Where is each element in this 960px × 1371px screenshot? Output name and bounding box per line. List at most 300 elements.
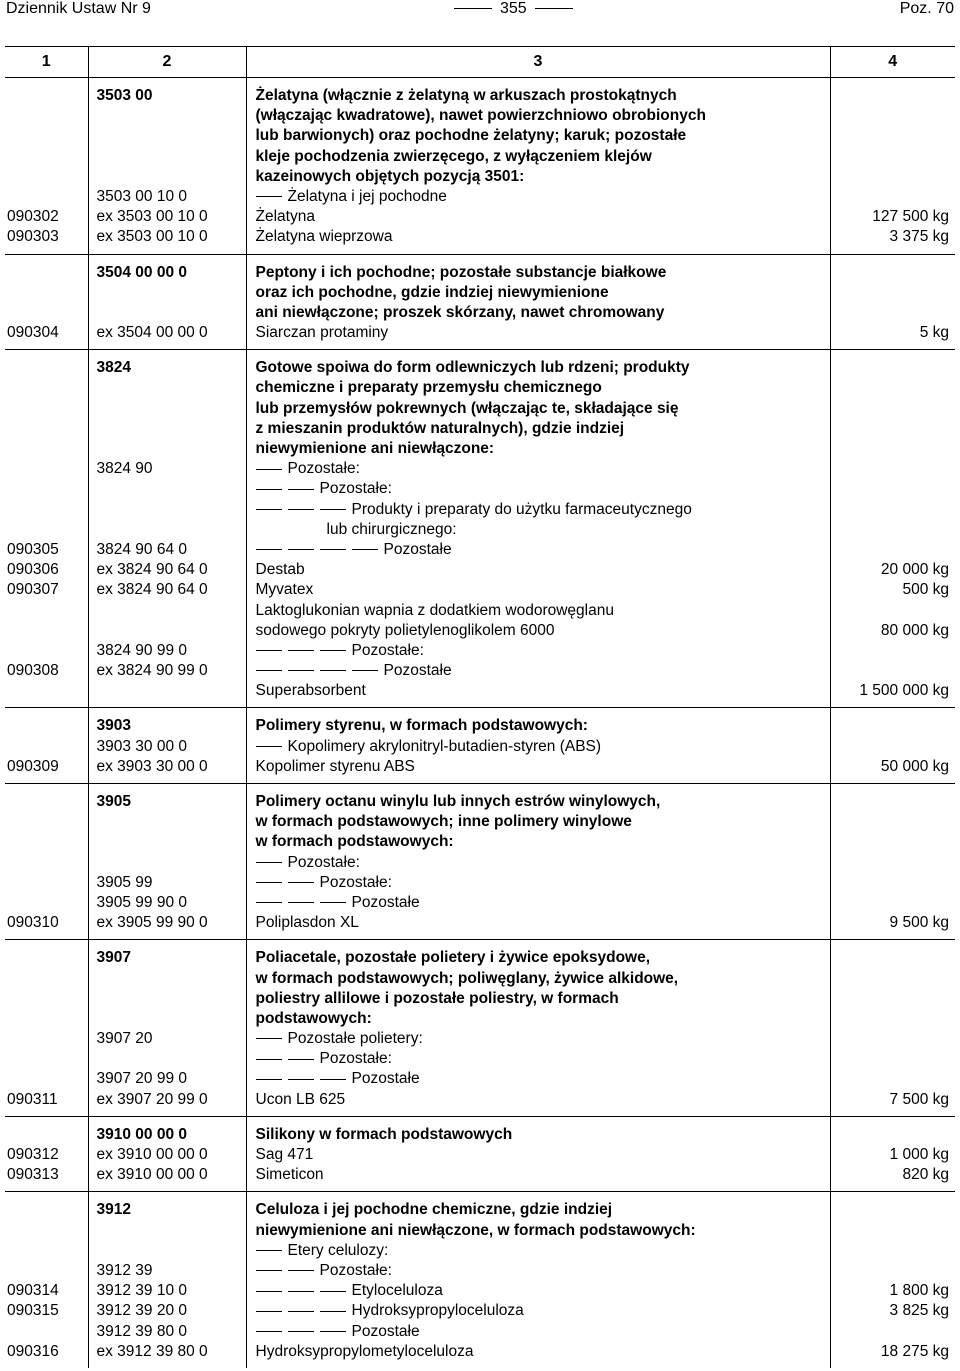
cn-code: 3912 39 10 0 — [96, 1282, 188, 1300]
cn-code: 3824 90 64 0 — [96, 540, 188, 558]
cn-code — [89, 520, 246, 540]
cn-code: ex 3912 39 80 0 — [96, 1342, 208, 1360]
indent-dash — [320, 902, 346, 903]
description-line — [247, 913, 830, 933]
description-text: niewymienione ani niewłączone, w formach podstawowych: — [255, 1221, 696, 1239]
quantity-column — [830, 254, 955, 350]
description-line — [247, 167, 830, 187]
item-code — [5, 1261, 88, 1281]
quantity-value — [831, 1241, 956, 1261]
description-text: Żelatyna (włącznie z żelatyną w arkuszach prostokątnych — [255, 87, 677, 104]
quantity-value — [831, 1069, 956, 1089]
description-text: Pozostałe — [351, 893, 420, 911]
item-code — [5, 1241, 88, 1261]
item-code — [5, 893, 88, 913]
item-code — [5, 1322, 88, 1342]
quantity-value — [831, 378, 956, 398]
quantity-value — [831, 832, 956, 852]
cn-code: ex 3824 90 64 0 — [96, 581, 208, 599]
indent-dash — [320, 549, 346, 550]
indent-dash — [256, 469, 282, 470]
description-line — [247, 263, 830, 283]
cn-code: 3905 — [96, 793, 131, 810]
description-line — [247, 1049, 830, 1069]
description-text: Kopolimer styrenu ABS — [255, 757, 415, 775]
indent-dash — [256, 1250, 282, 1251]
description-text: Sag 471 — [255, 1146, 314, 1163]
cn-code: 3824 90 99 0 — [96, 641, 188, 659]
description-line — [247, 520, 830, 540]
quantity-value: 3 825 kg — [889, 1302, 949, 1320]
description-text: Pozostałe: — [287, 853, 360, 871]
cn-code — [89, 399, 246, 419]
quantity-value — [831, 1125, 956, 1145]
description-text: w formach podstawowych; inne polimery winylowe — [255, 813, 632, 831]
column-header-3: 3 — [246, 47, 830, 78]
item-code: 090314 — [7, 1282, 59, 1300]
indent-dash — [352, 670, 378, 671]
indent-dash — [288, 670, 314, 671]
description-line — [247, 1301, 830, 1321]
indent-dash — [256, 509, 282, 510]
indent-dash — [256, 1038, 282, 1039]
cn-code: 3912 39 80 0 — [96, 1322, 188, 1340]
cn-code: ex 3905 99 90 0 — [96, 914, 208, 932]
quantity-value: 80 000 kg — [880, 621, 949, 639]
description-line — [247, 459, 830, 479]
quantity-value — [831, 601, 956, 621]
item-code — [5, 621, 88, 641]
item-code — [5, 641, 88, 661]
description-column — [246, 78, 830, 255]
table-row — [5, 254, 955, 350]
item-code — [5, 263, 88, 283]
description-line — [247, 989, 830, 1009]
cn-code: 3912 39 — [96, 1261, 153, 1279]
description-line — [247, 661, 830, 681]
cn-code: ex 3910 00 00 0 — [96, 1166, 208, 1184]
description-line — [247, 560, 830, 580]
cn-code-column — [88, 784, 246, 940]
item-code — [5, 853, 88, 873]
item-code: 090303 — [7, 228, 59, 246]
code-column — [5, 1192, 88, 1368]
description-line — [247, 1241, 830, 1261]
table-row — [5, 1192, 955, 1368]
cn-code: 3907 20 — [96, 1030, 153, 1048]
item-code: 090315 — [7, 1302, 59, 1320]
cn-code: 3912 39 20 0 — [96, 1302, 188, 1320]
quantity-value: 1 000 kg — [889, 1146, 949, 1163]
quantity-value — [831, 263, 956, 283]
journal-title: Dziennik Ustaw Nr 9 — [6, 0, 151, 17]
code-column — [5, 784, 88, 940]
quantity-value — [831, 147, 956, 167]
description-text: Żelatyna — [255, 208, 315, 226]
description-line — [247, 1261, 830, 1281]
indent-dash — [288, 1291, 314, 1292]
indent-dash — [256, 882, 282, 883]
description-line — [247, 792, 830, 812]
description-text: lub barwionych) oraz pochodne żelatyny; karuk; pozostałe — [255, 127, 687, 145]
description-line — [247, 1029, 830, 1049]
quantity-column — [830, 78, 955, 255]
quantity-value — [831, 187, 956, 207]
description-text: Gotowe spoiwa do form odlewniczych lub rdzeni; produkty — [255, 359, 690, 377]
item-code — [5, 1029, 88, 1049]
page-number: 355 — [446, 0, 581, 18]
cn-code — [89, 1221, 246, 1241]
cn-code: 3824 90 — [96, 460, 153, 478]
description-line — [247, 893, 830, 913]
description-text: Etyloceluloza — [351, 1282, 443, 1300]
indent-dash — [320, 670, 346, 671]
cn-code — [89, 989, 246, 1009]
indent-dash — [256, 1270, 282, 1271]
cn-code — [89, 106, 246, 126]
item-code: 090311 — [7, 1090, 58, 1108]
description-text: Pozostałe: — [319, 1261, 392, 1279]
description-column — [246, 784, 830, 940]
quantity-value — [831, 500, 956, 520]
cn-code: ex 3907 20 99 0 — [96, 1090, 208, 1108]
quantity-value: 18 275 kg — [880, 1342, 949, 1360]
description-text: Myvatex — [255, 581, 314, 599]
quantity-value — [831, 989, 956, 1009]
quantity-value — [831, 1261, 956, 1281]
item-code — [5, 283, 88, 303]
quantity-value: 7 500 kg — [889, 1090, 949, 1108]
cn-code: ex 3824 90 64 0 — [96, 561, 208, 579]
indent-dash — [256, 549, 282, 550]
quantity-value: 20 000 kg — [880, 561, 949, 579]
cn-code — [89, 500, 246, 520]
description-text: oraz ich pochodne, gdzie indziej niewymienione — [255, 283, 609, 301]
cn-code — [89, 681, 246, 701]
description-column — [246, 708, 830, 784]
description-text: Siarczan protaminy — [255, 324, 389, 342]
indent-dash — [256, 650, 282, 651]
quantity-value — [831, 812, 956, 832]
item-code: 090307 — [7, 581, 59, 599]
cn-code: 3905 99 90 0 — [96, 893, 188, 911]
cn-code — [89, 601, 246, 621]
description-text: Produkty i preparaty do użytku farmaceutycznego — [351, 500, 692, 518]
indent-dash — [256, 1291, 282, 1292]
quantity-value — [831, 167, 956, 187]
tariff-table — [5, 46, 955, 1368]
quantity-value — [831, 303, 956, 323]
cn-code: ex 3504 00 00 0 — [96, 324, 208, 342]
table-row — [5, 940, 955, 1117]
item-code — [5, 500, 88, 520]
item-code — [5, 1049, 88, 1069]
item-code — [5, 303, 88, 323]
description-line — [247, 641, 830, 661]
code-column — [5, 350, 88, 708]
item-code: 090313 — [7, 1166, 59, 1184]
quantity-value — [831, 283, 956, 303]
item-code: 090302 — [7, 208, 59, 226]
quantity-value — [831, 126, 956, 146]
cn-code: 3910 00 00 0 — [96, 1125, 188, 1143]
description-column — [246, 940, 830, 1117]
description-line — [247, 737, 830, 757]
cn-code: 3907 — [96, 949, 131, 967]
description-text: Pozostałe: — [319, 480, 392, 498]
cn-code: 3912 — [96, 1201, 131, 1219]
description-column — [246, 254, 830, 350]
description-text: Poliacetale, pozostałe polietery i żywice epoksydowe, — [255, 949, 651, 967]
page-header — [6, 0, 954, 22]
cn-code — [89, 1049, 246, 1069]
item-code: 090310 — [7, 914, 59, 932]
table-row — [5, 350, 955, 708]
cn-code-column — [88, 1116, 246, 1192]
item-code — [5, 358, 88, 378]
item-code — [5, 187, 88, 207]
cn-code-column — [88, 254, 246, 350]
code-column — [5, 254, 88, 350]
description-line — [247, 323, 830, 343]
quantity-value — [831, 1029, 956, 1049]
column-header-row — [5, 47, 955, 78]
item-code: 090312 — [7, 1146, 59, 1163]
item-code — [5, 147, 88, 167]
cn-code-column — [88, 940, 246, 1117]
description-line — [247, 207, 830, 227]
item-code — [5, 969, 88, 989]
item-code — [5, 737, 88, 757]
cn-code — [89, 812, 246, 832]
cn-code: ex 3503 00 10 0 — [96, 208, 208, 226]
description-line — [247, 1221, 830, 1241]
indent-dash — [256, 1059, 282, 1060]
quantity-value: 1 500 000 kg — [859, 682, 949, 700]
description-text: Pozostałe: — [351, 641, 424, 659]
item-code — [5, 716, 88, 736]
cn-code: ex 3503 00 10 0 — [96, 228, 208, 246]
cn-code — [89, 621, 246, 641]
description-line — [247, 1145, 830, 1165]
item-code — [5, 439, 88, 459]
description-text: Żelatyna wieprzowa — [255, 228, 393, 246]
indent-dash — [288, 902, 314, 903]
table-row — [5, 1116, 955, 1192]
quantity-value — [831, 86, 956, 106]
indent-dash — [288, 509, 314, 510]
description-line — [247, 580, 830, 600]
indent-dash — [256, 746, 282, 747]
quantity-value — [831, 1200, 956, 1220]
indent-dash — [288, 1079, 314, 1080]
cn-code: 3905 99 — [96, 873, 153, 891]
cn-code — [89, 439, 246, 459]
cn-code — [89, 1241, 246, 1261]
item-code: 090309 — [7, 757, 59, 775]
description-line — [247, 1009, 830, 1029]
item-code — [5, 948, 88, 968]
code-column — [5, 940, 88, 1117]
quantity-value: 3 375 kg — [889, 228, 949, 246]
item-code — [5, 792, 88, 812]
item-code — [5, 399, 88, 419]
indent-dash — [320, 1079, 346, 1080]
description-line — [247, 126, 830, 146]
description-column — [246, 1192, 830, 1368]
column-header-4: 4 — [830, 47, 955, 78]
description-line — [247, 832, 830, 852]
description-text: z mieszanin produktów naturalnych), gdzie indziej — [255, 419, 625, 437]
indent-dash — [288, 549, 314, 550]
description-text: Kopolimery akrylonitryl-butadien-styren (ABS) — [287, 737, 602, 755]
description-line — [247, 358, 830, 378]
description-line — [247, 147, 830, 167]
description-line — [247, 853, 830, 873]
quantity-value — [831, 661, 956, 681]
description-text: Simeticon — [255, 1166, 324, 1184]
description-text: Pozostałe: — [319, 873, 392, 891]
description-text: Silikony w formach podstawowych — [255, 1125, 513, 1143]
description-line — [247, 419, 830, 439]
description-line — [247, 1069, 830, 1089]
quantity-column — [830, 940, 955, 1117]
quantity-column — [830, 784, 955, 940]
quantity-value — [831, 439, 956, 459]
description-text: Pozostałe polietery: — [287, 1030, 423, 1048]
quantity-value — [831, 792, 956, 812]
quantity-value — [831, 1009, 956, 1029]
description-line — [247, 1165, 830, 1185]
position-number: Poz. 70 — [899, 0, 954, 17]
column-header-2: 2 — [88, 47, 246, 78]
description-line — [247, 378, 830, 398]
item-code — [5, 1125, 88, 1145]
cn-code — [89, 378, 246, 398]
indent-dash — [288, 882, 314, 883]
description-line — [247, 969, 830, 989]
item-code — [5, 419, 88, 439]
description-line — [247, 601, 830, 621]
indent-dash — [320, 1331, 346, 1332]
description-line — [247, 757, 830, 777]
cn-code — [89, 147, 246, 167]
item-code — [5, 86, 88, 106]
description-column — [246, 1116, 830, 1192]
quantity-value — [831, 716, 956, 736]
description-line — [247, 439, 830, 459]
indent-dash — [352, 549, 378, 550]
item-code — [5, 832, 88, 852]
quantity-value — [831, 479, 956, 499]
description-line — [247, 716, 830, 736]
description-text: (włączając kwadratowe), nawet powierzchniowo obrobionych — [255, 107, 706, 125]
indent-dash — [256, 196, 282, 197]
item-code: 090306 — [7, 561, 59, 579]
description-line — [247, 1090, 830, 1110]
cn-code — [89, 419, 246, 439]
description-text: Hydroksypropylometyloceluloza — [255, 1342, 474, 1360]
indent-dash — [256, 1311, 282, 1312]
cn-code: ex 3910 00 00 0 — [96, 1146, 208, 1163]
item-code: 090316 — [7, 1342, 59, 1360]
indent-dash — [288, 1331, 314, 1332]
quantity-value — [831, 893, 956, 913]
description-text: Destab — [255, 561, 305, 579]
description-line — [247, 948, 830, 968]
item-code — [5, 1009, 88, 1029]
cn-code — [89, 832, 246, 852]
cn-code-column — [88, 350, 246, 708]
description-line — [247, 681, 830, 701]
item-code — [5, 989, 88, 1009]
indent-dash — [256, 1079, 282, 1080]
column-header-1: 1 — [5, 47, 88, 78]
description-text: lub chirurgicznego: — [326, 520, 457, 538]
item-code — [5, 126, 88, 146]
quantity-value — [831, 106, 956, 126]
cn-code: ex 3903 30 00 0 — [96, 757, 208, 775]
item-code: 090308 — [7, 662, 59, 680]
quantity-value — [831, 948, 956, 968]
description-text: Żelatyna i jej pochodne — [287, 187, 447, 205]
cn-code — [89, 479, 246, 499]
quantity-value — [831, 419, 956, 439]
item-code — [5, 520, 88, 540]
cn-code — [89, 1009, 246, 1029]
indent-dash — [320, 509, 346, 510]
indent-dash — [256, 862, 282, 863]
item-code — [5, 167, 88, 187]
cn-code: 3907 20 99 0 — [96, 1070, 188, 1088]
quantity-value — [831, 1049, 956, 1069]
description-text: Pozostałe: — [319, 1050, 392, 1068]
indent-dash — [256, 489, 282, 490]
description-text: Peptony i ich pochodne; pozostałe substancje białkowe — [255, 263, 667, 281]
description-line — [247, 283, 830, 303]
description-text: w formach podstawowych: — [255, 833, 454, 851]
description-column — [246, 350, 830, 708]
description-line — [247, 621, 830, 641]
indent-dash — [288, 650, 314, 651]
description-text: podstawowych: — [255, 1009, 372, 1027]
code-column — [5, 1116, 88, 1192]
description-line — [247, 479, 830, 499]
cn-code — [89, 283, 246, 303]
description-line — [247, 1281, 830, 1301]
cn-code-column — [88, 1192, 246, 1368]
indent-dash — [288, 489, 314, 490]
item-code: 090304 — [7, 324, 59, 342]
description-line — [247, 86, 830, 106]
description-text: Pozostałe: — [287, 460, 360, 478]
cn-code — [89, 853, 246, 873]
quantity-value — [831, 358, 956, 378]
code-column — [5, 708, 88, 784]
cn-code: 3903 — [96, 717, 131, 735]
description-text: Polimery octanu winylu lub innych estrów winylowych, — [255, 793, 661, 810]
item-code — [5, 459, 88, 479]
item-code — [5, 873, 88, 893]
description-text: chemiczne i preparaty przemysłu chemicznego — [255, 379, 602, 397]
quantity-value — [831, 459, 956, 479]
description-line — [247, 227, 830, 247]
indent-dash — [256, 1331, 282, 1332]
indent-dash — [320, 1311, 346, 1312]
quantity-value: 50 000 kg — [880, 757, 949, 775]
cn-code: 3824 — [96, 359, 131, 377]
quantity-value — [831, 969, 956, 989]
